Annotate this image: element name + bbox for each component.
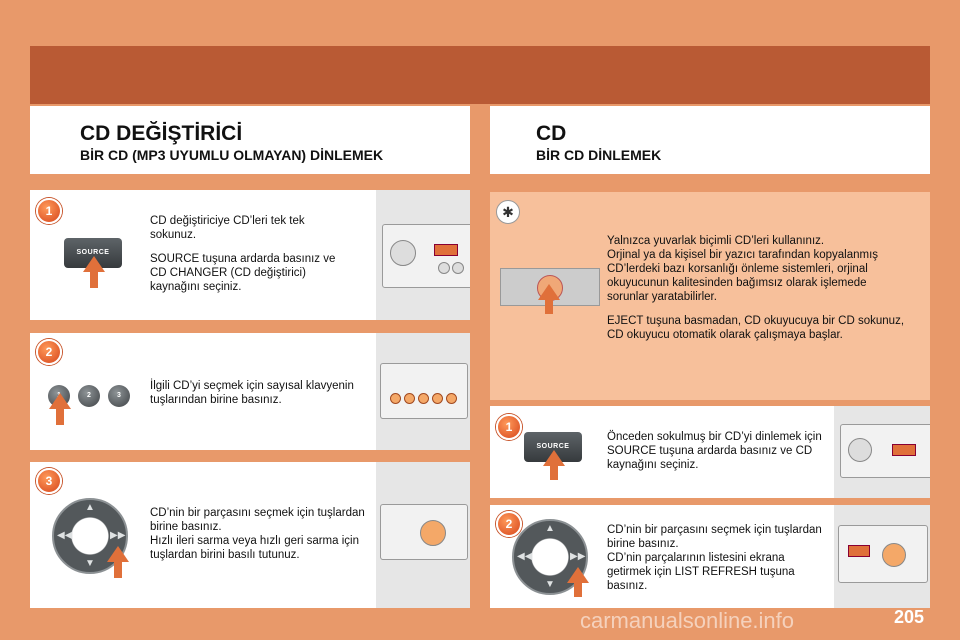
left-step-3-p1: CD’nin bir parçasını seçmek için tuşlardan birine basınız. (150, 507, 365, 533)
preset-key (438, 262, 450, 274)
right-info-text (607, 234, 907, 352)
up-arrow-icon (567, 567, 589, 583)
left-step-3-p2: Hızlı ileri sarma veya hızlı geri sarma için tuşlardan birini basılı tutunuz. (150, 535, 359, 561)
right-info-p2: Orjinal ya da kişisel bir yazıcı tarafından kopyalanmış CD’lerdeki bazı korsanlığı önleme sistemleri, orjinal okuyucunun kalitesinden bağımsız olarak işlemede sorunlar yaratabilirler. (607, 249, 879, 303)
up-arrow-icon (49, 393, 71, 409)
step-badge: 2 (36, 339, 62, 365)
left-title: CD DEĞİŞTİRİCİ (80, 122, 243, 145)
right-step-1-panel (490, 406, 930, 498)
right-step-1-p1: Önceden sokulmuş bir CD’yi dinlemek için SOURCE tuşuna ardarda basınız ve CD kaynağını seçiniz. (607, 431, 822, 471)
preset-key-icon (418, 393, 429, 404)
left-step-2-p1: İlgili CD’yi seçmek için sayısal klavyenin tuşlarından birine basınız. (150, 380, 354, 406)
radio-illustration (834, 505, 930, 608)
down-arrow-icon: ▼ (545, 579, 555, 590)
right-title: CD (536, 122, 567, 145)
left-step-1-p2: SOURCE tuşuna ardarda basınız ve CD CHANGER (CD değiştirici) kaynağını seçiniz. (150, 253, 336, 293)
up-arrow-icon (543, 450, 565, 466)
up-arrow-icon: ▲ (85, 502, 95, 513)
page-number: 205 (893, 607, 924, 627)
arrow-stem (545, 298, 553, 314)
left-step-2-text (150, 379, 360, 417)
step-badge: 2 (496, 511, 522, 537)
arrow-stem (56, 407, 64, 425)
preset-key-icon (432, 393, 443, 404)
step-badge: 1 (496, 414, 522, 440)
fast-forward-icon: ▶▶ (570, 551, 586, 562)
left-step-1-p1: CD değiştiriciye CD’leri tek tek sokunuz. (150, 215, 305, 241)
left-step-1-panel (30, 190, 470, 320)
right-subtitle: BİR CD DİNLEMEK (536, 147, 662, 163)
source-key (892, 444, 916, 456)
right-step-1-text (607, 430, 829, 482)
right-info-p1: Yalnızca yuvarlak biçimli CD’leri kullanınız. (607, 235, 825, 247)
source-key (434, 244, 458, 256)
left-step-3-panel (30, 462, 470, 608)
key-3-button: 3 (108, 385, 130, 407)
rewind-icon: ◀◀ (517, 551, 533, 562)
preset-key-icon (446, 393, 457, 404)
source-button: SOURCE (64, 238, 122, 268)
top-band (30, 46, 930, 104)
right-header (490, 106, 930, 174)
volume-knob (848, 438, 872, 462)
radio-unit (380, 363, 468, 419)
source-button: SOURCE (524, 432, 582, 462)
down-arrow-icon: ▼ (85, 558, 95, 569)
up-arrow-icon (538, 284, 560, 300)
radio-illustration (376, 333, 470, 450)
right-info-panel (490, 192, 930, 400)
left-header (30, 106, 470, 174)
left-subtitle: BİR CD (MP3 UYUMLU OLMAYAN) DİNLEMEK (80, 147, 384, 163)
radio-illustration (834, 406, 930, 498)
fast-forward-icon: ▶▶ (110, 530, 126, 541)
preset-key-icon (404, 393, 415, 404)
arrow-stem (550, 464, 558, 480)
preset-key-icon (390, 393, 401, 404)
list-refresh-key (848, 545, 870, 557)
up-arrow-icon: ▲ (545, 523, 555, 534)
up-arrow-icon (83, 256, 105, 272)
arrow-stem (90, 270, 98, 288)
nav-dial (420, 520, 446, 546)
right-info-p3: EJECT tuşuna basmadan, CD okuyucuya bir CD sokunuz, CD okuyucu otomatik olarak çalışmaya başlar. (607, 315, 905, 341)
key-2-button: 2 (78, 385, 100, 407)
left-step-2-panel (30, 333, 470, 450)
step-badge: 3 (36, 468, 62, 494)
right-step-2-panel (490, 505, 930, 608)
volume-knob (390, 240, 416, 266)
left-step-1-text (150, 214, 350, 304)
preset-key (452, 262, 464, 274)
sun-icon: ✱ (496, 200, 520, 224)
right-step-2-p2: CD’nin parçalarının listesini ekrana getirmek için LIST REFRESH tuşuna basınız. (607, 552, 795, 592)
watermark: carmanualsonline.info (580, 608, 795, 633)
rewind-icon: ◀◀ (57, 530, 73, 541)
arrow-stem (114, 560, 122, 578)
left-step-3-text (150, 506, 365, 572)
right-step-2-p1: CD’nin bir parçasını seçmek için tuşlardan birine basınız. (607, 524, 822, 550)
arrow-stem (574, 581, 582, 597)
up-arrow-icon (107, 546, 129, 562)
key-1-button: 1 (48, 385, 70, 407)
radio-illustration (376, 190, 470, 320)
radio-illustration (376, 462, 470, 608)
nav-dial (882, 543, 906, 567)
right-step-2-text (607, 523, 829, 603)
step-badge: 1 (36, 198, 62, 224)
